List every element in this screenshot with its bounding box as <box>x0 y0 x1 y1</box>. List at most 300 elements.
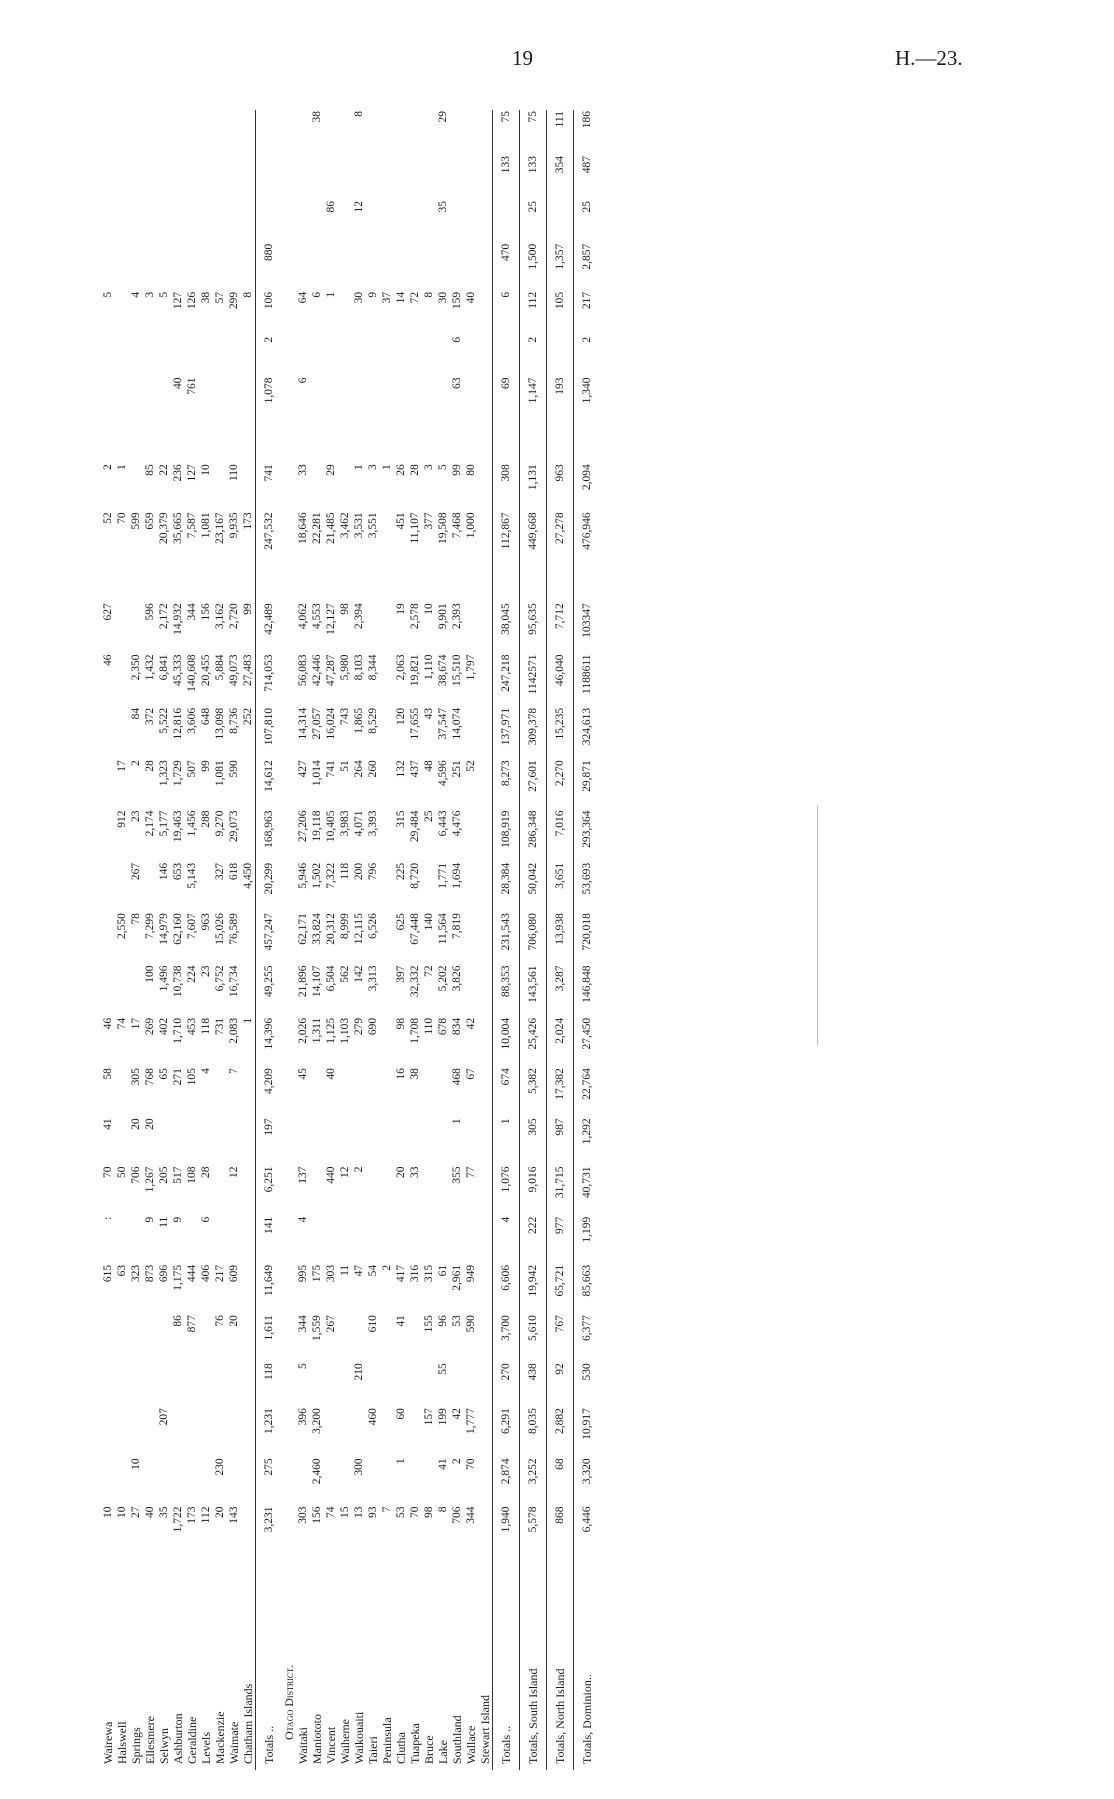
table-cell <box>366 1165 380 1215</box>
table-cell: 231,543 <box>493 912 520 964</box>
table-cell <box>171 155 185 200</box>
table-cell: 1 <box>116 464 128 470</box>
table-cell <box>478 564 493 603</box>
table-cell: 70 <box>409 1506 421 1519</box>
table-cell <box>574 425 601 464</box>
table-cell <box>241 1314 256 1362</box>
table-cell: 40 <box>465 291 477 304</box>
table-cell: 995 <box>297 1264 309 1283</box>
table-cell: 10,917 <box>574 1407 601 1457</box>
table-row <box>478 110 493 1770</box>
table-cell <box>199 377 213 425</box>
table-cell: 46 <box>102 654 114 667</box>
table-cell: 252 <box>242 707 254 726</box>
table-cell: 80 <box>465 464 477 476</box>
table-cell: 76 <box>214 1315 226 1327</box>
table-cell: 141 <box>256 1216 283 1264</box>
table-cell: 761 <box>186 377 198 395</box>
table-cell <box>241 759 256 809</box>
row-label: Levels <box>199 1732 213 1764</box>
table-cell <box>478 964 493 1016</box>
table-cell: 5,884 <box>214 654 226 681</box>
table-cell: 45,333 <box>172 654 184 687</box>
table-cell <box>171 1362 185 1407</box>
table-cell <box>352 155 366 200</box>
table-cell <box>241 912 256 964</box>
table-cell: 8 <box>353 111 365 117</box>
table-cell <box>450 564 464 603</box>
table-cell <box>227 1407 241 1457</box>
table-cell <box>310 377 324 425</box>
table-cell <box>129 377 143 425</box>
table-cell <box>256 564 283 603</box>
table-cell <box>227 200 241 243</box>
table-cell <box>352 1314 366 1362</box>
table-cell: 142 <box>353 965 365 983</box>
table-cell <box>394 564 408 603</box>
table-cell <box>115 654 129 707</box>
table-cell: 10 <box>102 1506 114 1519</box>
table-row <box>366 110 380 1770</box>
table-cell: 377 <box>423 512 435 530</box>
table-cell <box>241 336 256 377</box>
table-cell: 67,448 <box>409 913 421 945</box>
table-cell: 17 <box>116 760 128 772</box>
table-cell: 590 <box>228 760 240 778</box>
table-cell: 19,942 <box>520 1264 547 1314</box>
table-cell: 1142571 <box>520 654 547 707</box>
table-cell: 706 <box>130 1166 142 1184</box>
table-cell: 19,821 <box>409 654 421 687</box>
table-cell: 3,700 <box>493 1314 520 1362</box>
table-cell: 406 <box>200 1264 212 1283</box>
table-cell <box>101 912 115 964</box>
row-label: Clutha <box>394 1732 408 1764</box>
table-cell: 1188611 <box>574 654 601 707</box>
table-cell: 2 <box>102 464 114 470</box>
table-cell <box>310 463 324 511</box>
table-cell: 4 <box>493 1216 520 1264</box>
table-cell <box>171 564 185 603</box>
table-cell: 2,063 <box>395 654 407 681</box>
table-cell <box>227 110 241 155</box>
table-cell <box>338 425 352 464</box>
table-cell <box>450 110 464 155</box>
table-cell: 507 <box>186 760 198 778</box>
table-cell: 37,547 <box>437 707 449 740</box>
table-cell: 10,405 <box>325 810 337 843</box>
table-cell <box>338 1216 352 1264</box>
table-cell: 14,396 <box>256 1017 283 1067</box>
table-cell: 6,526 <box>367 913 379 939</box>
table-cell: 10,738 <box>172 965 184 998</box>
table-cell <box>115 291 129 336</box>
table-cell <box>199 110 213 155</box>
table-cell: 35 <box>437 200 449 213</box>
table-cell: 168,963 <box>256 809 283 861</box>
table-cell <box>394 1117 408 1165</box>
table-cell <box>296 1457 310 1505</box>
statistics-table <box>101 110 600 1770</box>
table-cell <box>366 1067 380 1117</box>
table-cell <box>115 1362 129 1407</box>
table-cell <box>408 336 422 377</box>
table-cell: 438 <box>520 1362 547 1407</box>
table-cell <box>380 1216 394 1264</box>
table-cell <box>157 425 171 464</box>
table-cell <box>380 1407 394 1457</box>
table-cell: 12,127 <box>325 603 337 635</box>
table-cell <box>547 336 574 377</box>
table-cell <box>213 1067 227 1117</box>
table-cell: 40 <box>325 1068 337 1080</box>
table-cell <box>450 1216 464 1264</box>
table-cell <box>380 809 394 861</box>
table-cell <box>115 377 129 425</box>
table-cell <box>324 425 338 464</box>
table-cell <box>310 243 324 291</box>
table-cell <box>296 155 310 200</box>
table-cell: 720,018 <box>574 912 601 964</box>
table-row <box>199 110 213 1770</box>
table-cell: 4,062 <box>297 603 309 630</box>
table-cell: 2 <box>130 760 142 766</box>
table-cell: 10 <box>130 1458 142 1470</box>
table-cell: 98 <box>423 1506 435 1519</box>
table-cell: 618 <box>228 862 240 881</box>
table-cell: 1,000 <box>465 512 477 539</box>
table-cell: 316 <box>409 1264 421 1283</box>
table-cell <box>324 1457 338 1505</box>
table-cell: 74 <box>116 1017 128 1030</box>
table-cell: 20 <box>228 1315 240 1327</box>
table-cell: 137,971 <box>493 707 520 759</box>
table-cell <box>241 1506 256 1554</box>
table-cell <box>366 1216 380 1264</box>
table-cell <box>115 602 129 653</box>
table-cell: 269 <box>144 1017 156 1036</box>
table-cell <box>115 707 129 759</box>
table-cell <box>478 759 493 809</box>
table-cell: 70 <box>465 1458 477 1470</box>
table-cell: 6 <box>297 377 309 384</box>
table-cell <box>213 425 227 464</box>
table-cell: 1,708 <box>409 1017 421 1044</box>
table-cell <box>366 200 380 243</box>
table-cell <box>394 110 408 155</box>
table-cell: 877 <box>186 1315 198 1333</box>
table-cell <box>171 425 185 464</box>
table-cell <box>227 1216 241 1264</box>
table-cell: 53 <box>451 1315 463 1327</box>
table-cell: 880 <box>256 243 283 291</box>
table-cell <box>143 1362 157 1407</box>
table-cell <box>338 564 352 603</box>
row-label: Waitaki <box>296 1726 310 1764</box>
table-cell <box>464 809 478 861</box>
table-cell: 107,810 <box>256 707 283 759</box>
table-cell: 132 <box>395 760 407 778</box>
table-cell: 6,251 <box>256 1165 283 1215</box>
table-cell <box>338 463 352 511</box>
table-cell <box>408 110 422 155</box>
table-cell: 8 <box>242 291 254 298</box>
table-cell: 217 <box>214 1264 226 1283</box>
table-cell <box>143 377 157 425</box>
table-cell: 23 <box>200 965 212 977</box>
table-cell: 42 <box>465 1017 477 1030</box>
table-cell <box>478 463 493 511</box>
table-body <box>101 110 600 1770</box>
table-cell <box>450 243 464 291</box>
table-cell: 3,606 <box>186 707 198 734</box>
table-cell <box>493 564 520 603</box>
table-cell: 106 <box>256 291 283 336</box>
table-cell: 126 <box>186 291 198 310</box>
table-cell <box>478 425 493 464</box>
table-cell <box>157 200 171 243</box>
table-cell: 1,797 <box>465 654 477 681</box>
table-cell <box>324 1362 338 1407</box>
table-cell: 173 <box>186 1506 198 1524</box>
table-cell: 92 <box>547 1362 574 1407</box>
table-cell: 300 <box>353 1458 365 1476</box>
table-row <box>436 110 450 1770</box>
table-cell: 1 <box>242 1017 254 1024</box>
table-cell: 440 <box>325 1166 337 1184</box>
table-cell: 15,026 <box>214 913 226 945</box>
table-cell: 627 <box>102 603 114 621</box>
table-cell: 143,561 <box>520 964 547 1016</box>
table-cell: 308 <box>493 463 520 511</box>
table-cell <box>129 964 143 1016</box>
table-cell: 453 <box>186 1017 198 1036</box>
table-cell <box>115 425 129 464</box>
table-cell <box>464 425 478 464</box>
table-cell: 120 <box>395 707 407 726</box>
table-cell <box>296 1117 310 1165</box>
table-cell: 76,589 <box>228 913 240 945</box>
table-cell <box>129 155 143 200</box>
table-cell: 963 <box>200 913 212 931</box>
table-cell <box>478 1067 493 1117</box>
table-cell: 200 <box>353 862 365 881</box>
table-cell <box>394 1216 408 1264</box>
table-cell: 2,874 <box>493 1457 520 1505</box>
table-cell: 2,394 <box>353 603 365 630</box>
table-cell: 8,720 <box>409 862 421 889</box>
table-cell: 271 <box>172 1068 184 1086</box>
table-cell: 2,961 <box>451 1264 463 1291</box>
table-cell <box>157 564 171 603</box>
table-cell <box>380 564 394 603</box>
table-cell <box>464 336 478 377</box>
table-cell <box>115 1314 129 1362</box>
table-cell: 49,073 <box>228 654 240 687</box>
table-cell: 2,094 <box>574 463 601 511</box>
table-cell <box>324 155 338 200</box>
table-cell: 27,483 <box>242 654 254 687</box>
table-cell <box>338 1117 352 1165</box>
table-cell: 140 <box>423 913 435 931</box>
table-cell: 267 <box>130 862 142 881</box>
table-cell <box>478 511 493 563</box>
table-cell: 6,446 <box>574 1506 601 1554</box>
table-cell: 354 <box>547 155 574 200</box>
table-cell <box>436 377 450 425</box>
table-cell: 86 <box>325 200 337 213</box>
table-cell: 2,393 <box>451 603 463 630</box>
table-cell <box>464 200 478 243</box>
table-cell <box>241 964 256 1016</box>
table-cell: 4,450 <box>242 862 254 889</box>
table-cell: 767 <box>547 1314 574 1362</box>
table-cell <box>129 200 143 243</box>
table-cell <box>101 110 115 155</box>
table-cell <box>157 155 171 200</box>
table-cell <box>185 110 199 155</box>
table-cell: 451 <box>395 512 407 530</box>
table-cell <box>241 1457 256 1505</box>
table-cell: 4,209 <box>256 1067 283 1117</box>
table-cell: 3,462 <box>339 512 351 539</box>
table-cell: 417 <box>395 1264 407 1283</box>
table-cell <box>478 110 493 155</box>
row-label: Mackenzie <box>213 1711 227 1764</box>
table-cell <box>478 200 493 243</box>
table-cell <box>227 243 241 291</box>
table-cell: 648 <box>200 707 212 726</box>
table-cell <box>129 1314 143 1362</box>
table-cell <box>422 862 436 912</box>
table-cell <box>199 1362 213 1407</box>
table-cell <box>241 425 256 464</box>
table-cell: 3,320 <box>574 1457 601 1505</box>
table-cell <box>380 425 394 464</box>
table-cell: 38 <box>200 291 212 304</box>
table-cell: 299 <box>228 291 240 310</box>
table-total-row <box>547 110 574 1770</box>
table-cell: 402 <box>158 1017 170 1036</box>
table-cell: 23 <box>130 810 142 822</box>
table-cell <box>464 707 478 759</box>
table-cell: 47 <box>353 1264 365 1277</box>
table-cell <box>185 1216 199 1264</box>
table-cell: 309,378 <box>520 707 547 759</box>
table-cell: 15,235 <box>547 707 574 759</box>
table-cell <box>422 425 436 464</box>
table-cell: 20 <box>214 1506 226 1519</box>
table-cell <box>171 110 185 155</box>
table-cell <box>143 200 157 243</box>
table-cell <box>241 1216 256 1264</box>
table-cell: 1 <box>395 1458 407 1465</box>
table-cell: 225 <box>395 862 407 881</box>
table-cell: 32,332 <box>409 965 421 998</box>
table-cell <box>422 243 436 291</box>
table-cell <box>380 1314 394 1362</box>
table-cell: 1,292 <box>574 1117 601 1165</box>
table-cell <box>143 1314 157 1362</box>
table-cell <box>547 564 574 603</box>
table-cell <box>422 336 436 377</box>
table-cell <box>366 1362 380 1407</box>
table-cell: 2,857 <box>574 243 601 291</box>
table-cell: 247,218 <box>493 654 520 707</box>
table-cell: 741 <box>325 760 337 778</box>
table-cell: 678 <box>437 1017 449 1036</box>
table-cell <box>241 243 256 291</box>
table-cell: 2,172 <box>158 603 170 630</box>
table-cell: 98 <box>339 603 351 615</box>
table-cell <box>296 200 310 243</box>
table-cell <box>547 200 574 243</box>
table-cell <box>422 377 436 425</box>
table-cell: 4 <box>130 291 142 298</box>
table-cell <box>478 707 493 759</box>
table-cell: 562 <box>339 965 351 983</box>
table-cell <box>199 243 213 291</box>
table-cell: 444 <box>186 1264 198 1283</box>
table-row <box>143 110 157 1770</box>
table-cell: 25 <box>574 200 601 243</box>
table-cell: 260 <box>367 760 379 778</box>
table-cell: 72 <box>423 965 435 977</box>
table-cell <box>241 155 256 200</box>
table-cell: 175 <box>311 1264 323 1283</box>
table-cell: 653 <box>172 862 184 881</box>
table-cell: 42,446 <box>311 654 323 687</box>
table-cell: 61 <box>437 1264 449 1277</box>
table-cell: 19 <box>395 603 407 615</box>
table-cell: 1,502 <box>311 862 323 889</box>
table-cell <box>493 336 520 377</box>
table-cell <box>380 912 394 964</box>
table-cell <box>115 155 129 200</box>
table-cell <box>436 1117 450 1165</box>
table-cell: 7,299 <box>144 913 156 939</box>
table-cell <box>436 425 450 464</box>
table-cell: 1,267 <box>144 1166 156 1193</box>
table-cell: 659 <box>144 512 156 530</box>
table-cell <box>422 1362 436 1407</box>
table-cell: 9,901 <box>437 603 449 630</box>
table-cell: 11 <box>339 1264 351 1276</box>
table-cell: 58 <box>102 1068 114 1080</box>
table-cell <box>478 1017 493 1067</box>
table-cell <box>366 602 380 653</box>
table-cell: 293,364 <box>574 809 601 861</box>
table-cell: 40 <box>172 377 184 390</box>
table-cell <box>324 1117 338 1165</box>
table-cell <box>464 862 478 912</box>
table-cell <box>129 110 143 155</box>
table-cell <box>464 110 478 155</box>
table-cell <box>352 425 366 464</box>
table-cell: 157 <box>423 1408 435 1426</box>
table-row <box>101 110 115 1770</box>
table-cell <box>394 336 408 377</box>
table-cell <box>185 1362 199 1407</box>
table-cell <box>352 1067 366 1117</box>
table-cell: 10,004 <box>493 1017 520 1067</box>
table-cell: 140,608 <box>186 654 198 692</box>
row-label: Taieri <box>366 1736 380 1764</box>
table-total-row <box>493 110 520 1770</box>
table-cell <box>157 1362 171 1407</box>
table-cell <box>324 110 338 155</box>
row-label: Totals, North Island <box>547 1554 574 1770</box>
